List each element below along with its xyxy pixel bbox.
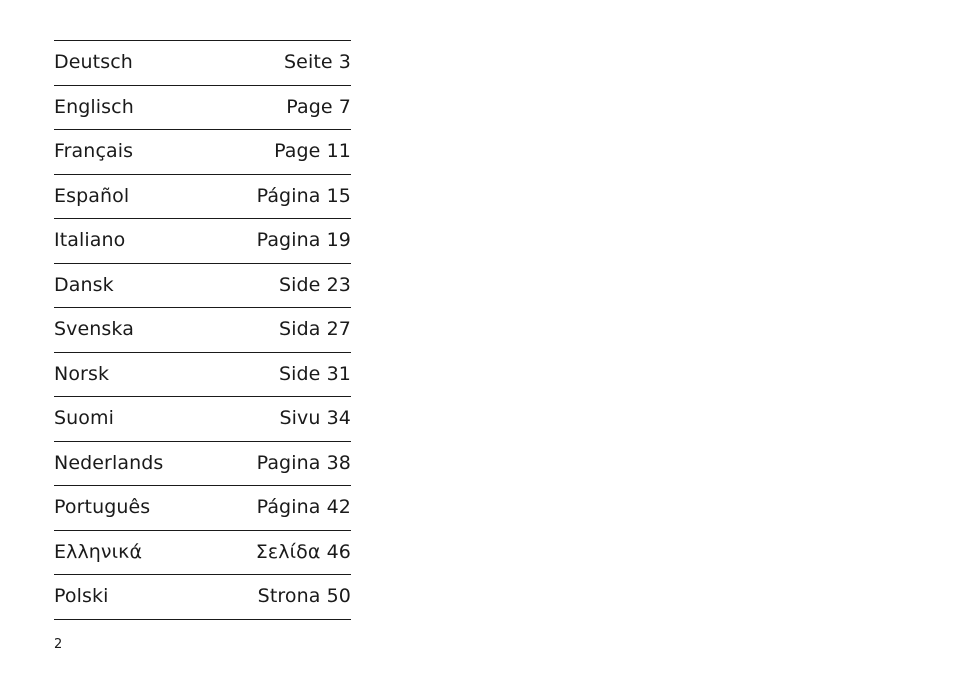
toc-language: Polski — [54, 585, 109, 608]
toc-page-ref: Sida 27 — [279, 318, 351, 341]
toc-page-ref: Pagina 38 — [256, 451, 351, 474]
toc-language: Ελληνικά — [54, 540, 143, 563]
toc-entry-nederlands — [54, 442, 351, 487]
toc-page-ref: Página 15 — [256, 184, 351, 207]
toc-language: Français — [54, 140, 134, 163]
toc-entry-ellinika — [54, 531, 351, 576]
toc-entry-norsk — [54, 353, 351, 398]
toc-language: Nederlands — [54, 451, 164, 474]
toc-entry-polski — [54, 575, 351, 620]
toc-entry-espanol — [54, 175, 351, 220]
toc-language: Suomi — [54, 407, 115, 430]
toc-page-ref: Side 31 — [278, 362, 351, 385]
toc-page-ref: Página 42 — [256, 496, 351, 519]
toc-language: Deutsch — [54, 51, 133, 74]
toc-entry-deutsch — [54, 41, 351, 86]
table-of-contents — [54, 40, 351, 620]
toc-language: Dansk — [54, 273, 114, 296]
page-number: 2 — [54, 637, 63, 652]
toc-language: Norsk — [54, 362, 110, 385]
toc-page-ref: Pagina 19 — [256, 229, 351, 252]
toc-page-ref: Seite 3 — [284, 51, 351, 74]
toc-page-ref: Sivu 34 — [279, 407, 351, 430]
toc-entry-suomi — [54, 397, 351, 442]
toc-language: Englisch — [54, 95, 134, 118]
toc-language: Português — [54, 496, 151, 519]
toc-entry-italiano — [54, 219, 351, 264]
toc-entry-svenska — [54, 308, 351, 353]
toc-entry-englisch — [54, 86, 351, 131]
toc-page-ref: Strona 50 — [257, 585, 351, 608]
toc-entry-francais — [54, 130, 351, 175]
toc-language: Español — [54, 184, 130, 207]
toc-entry-dansk — [54, 264, 351, 309]
toc-language: Italiano — [54, 229, 126, 252]
toc-entry-portugues — [54, 486, 351, 531]
toc-page-ref: Side 23 — [278, 273, 351, 296]
toc-page-ref: Page 7 — [286, 95, 351, 118]
toc-page-ref: Σελίδα 46 — [255, 540, 351, 563]
toc-language: Svenska — [54, 318, 134, 341]
toc-page-ref: Page 11 — [274, 140, 351, 163]
